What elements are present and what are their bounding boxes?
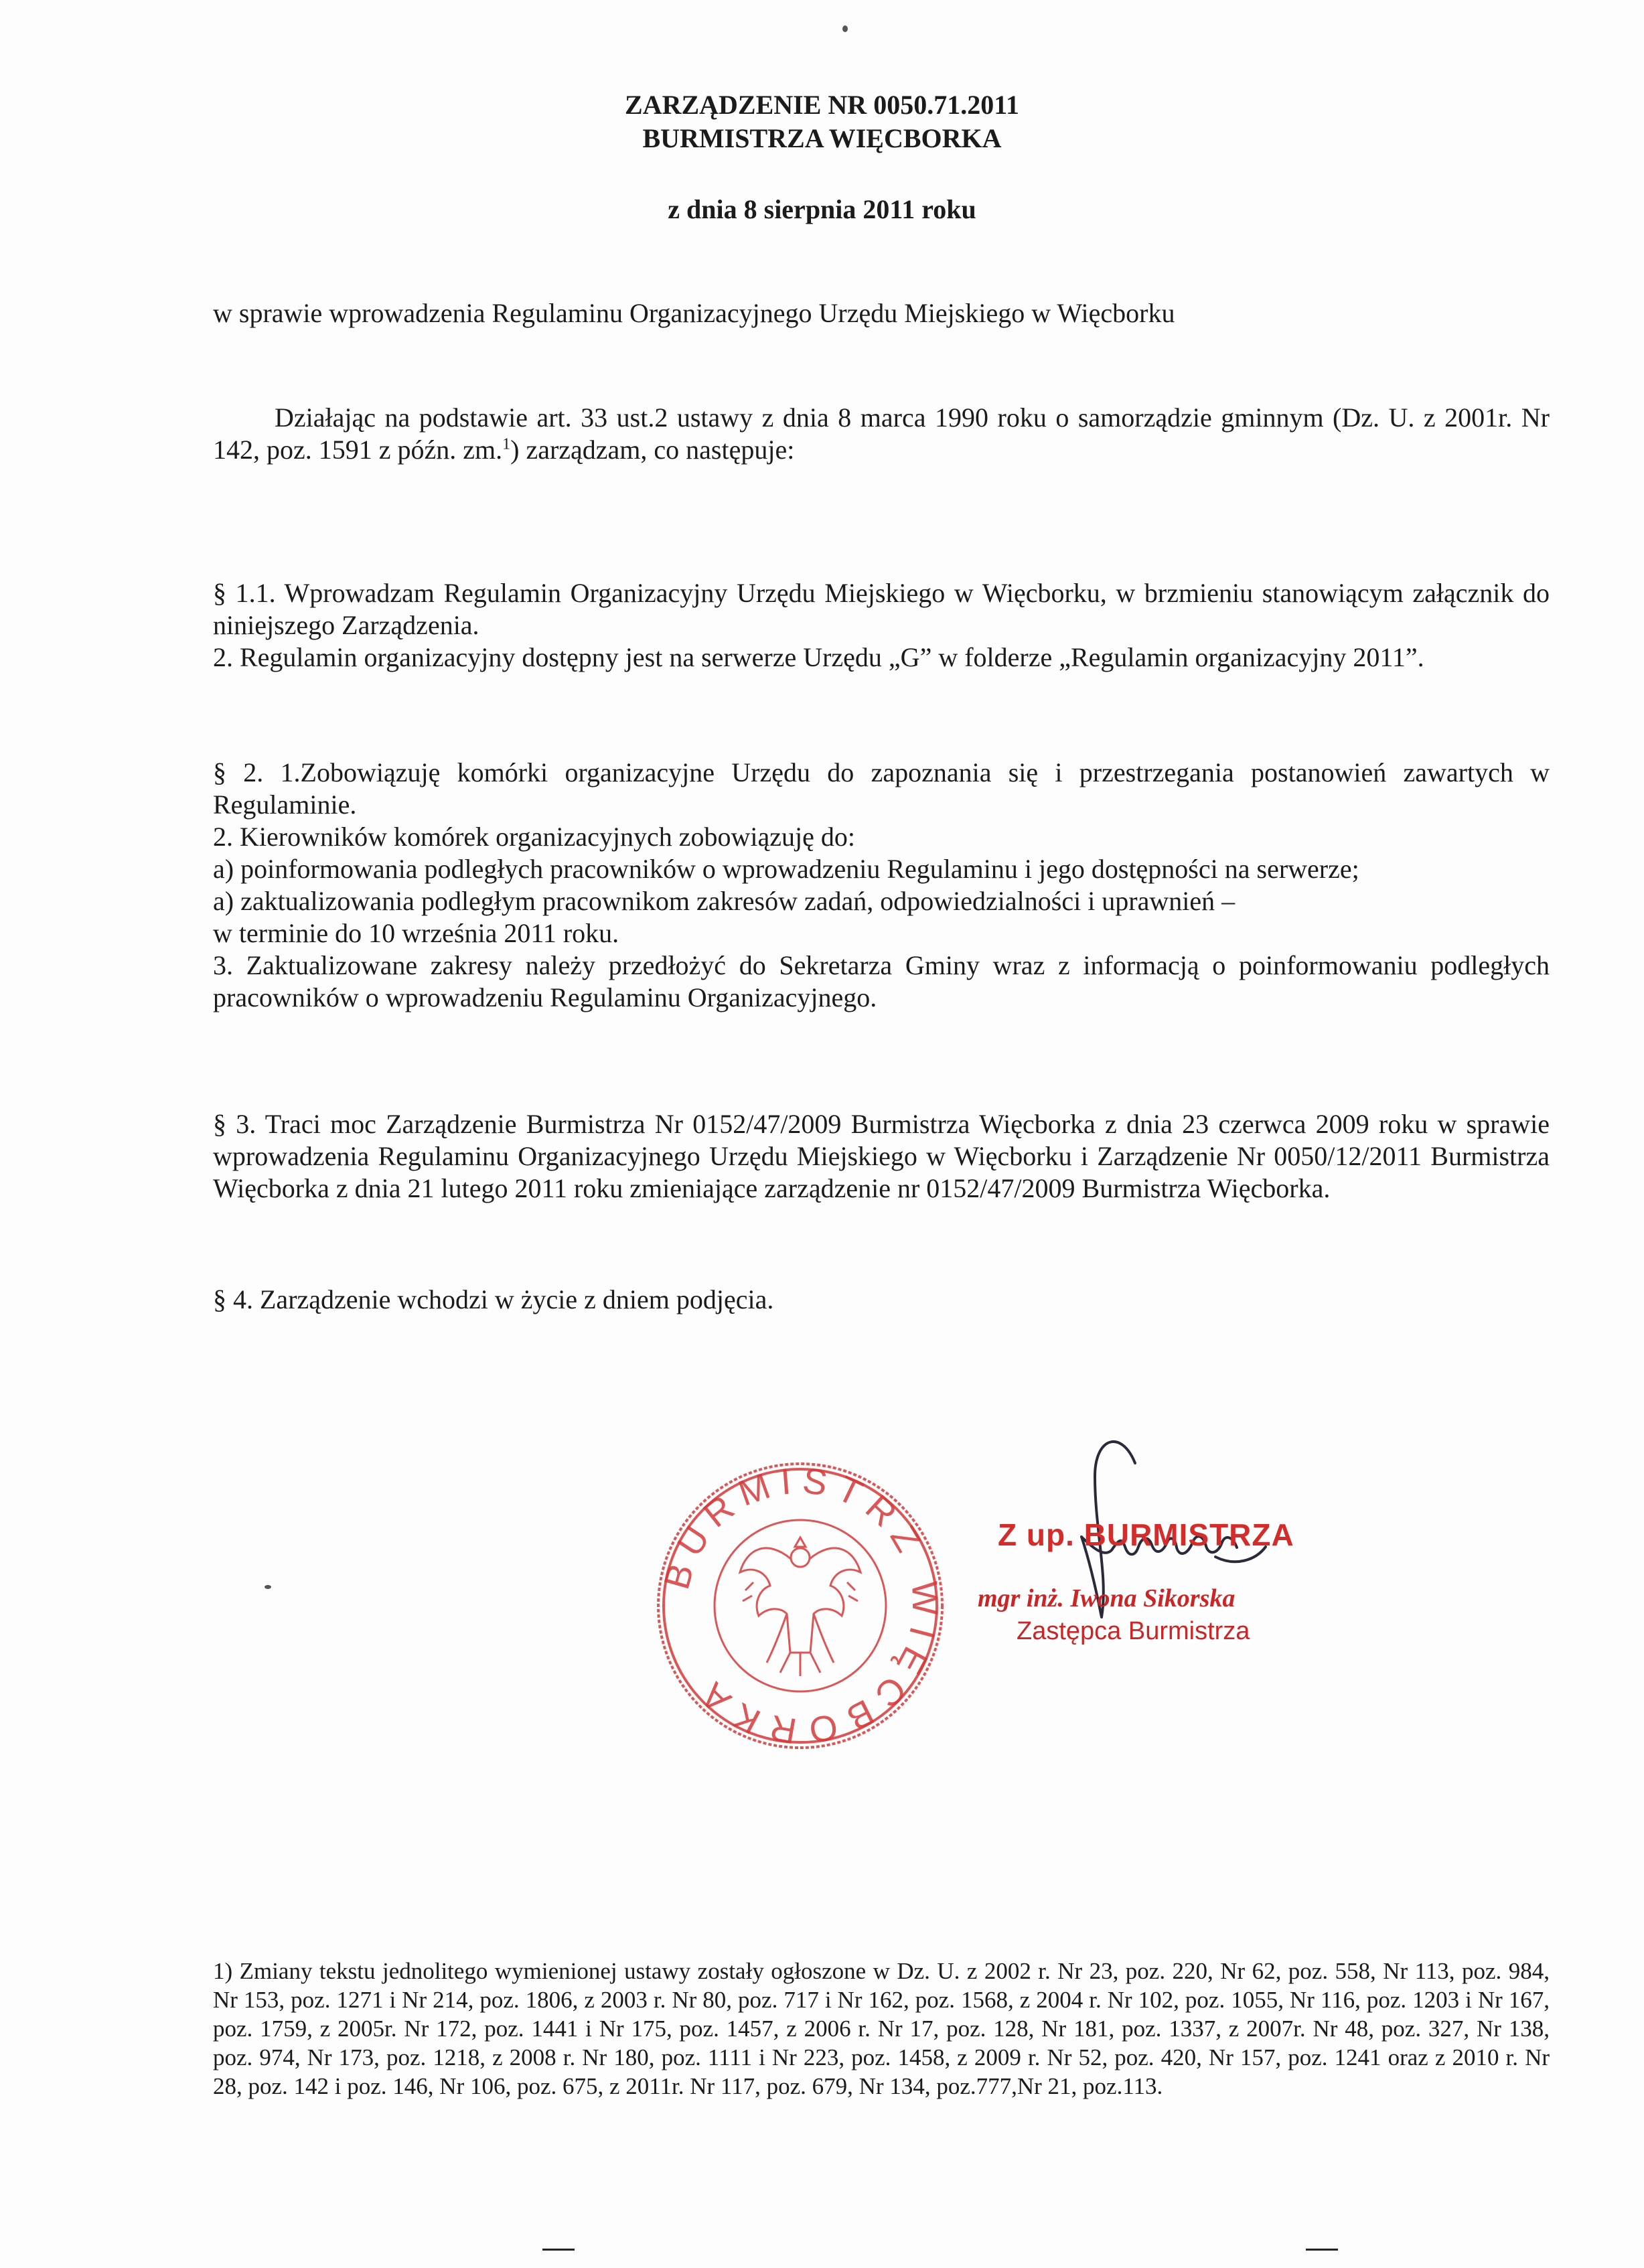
scan-mark — [1306, 2249, 1338, 2251]
section-2-point-2: 2. Kierowników komórek organizacyjnych zobowiązuję do: — [213, 822, 855, 852]
eagle-emblem-icon — [740, 1537, 861, 1676]
section-2-item-a2: a) zaktualizowania podległym pracownikom zakresów zadań, odpowiedzialności i uprawnień – — [213, 886, 1236, 916]
signatory-name: mgr inż. Iwona Sikorska — [978, 1584, 1236, 1612]
document-title: ZARZĄDZENIE NR 0050.71.2011 — [625, 90, 1019, 120]
scan-speck — [265, 1585, 271, 1589]
section-3: § 3. Traci moc Zarządzenie Burmistrza Nr 0152/47/2009 Burmistrza Więcborka z dnia 23 czerwca 2009 roku w sprawie wprowadzenia Regulaminu Organizacyjnego Urzędu Miejskiego w Więcborku i Zarządzenie Nr 0050/12/2011 Burmistrza Więcborka z dnia 21 lutego 2011 roku zmieniające zarządzenie nr 0152/47/2009 Burmistrza Więcborka. — [213, 1109, 1550, 1203]
section-2 — [213, 757, 1550, 1014]
section-1-point-1: § 1.1. Wprowadzam Regulamin Organizacyjny Urzędu Miejskiego w Więcborku, w brzmieniu stanowiącym załącznik do niniejszego Zarządzenia. — [213, 578, 1550, 640]
section-2-point-1: § 2. 1.Zobowiązuję komórki organizacyjne Urzędu do zapoznania się i przestrzegania postanowień zawartych w Regulaminie. — [213, 757, 1550, 820]
document-issuer: BURMISTRZA WIĘCBORKA — [642, 123, 1002, 153]
stamp-text: BURMISTRZ WIĘCBORKA — [656, 1460, 946, 1752]
preamble-text-end: ) zarządzam, co następuje: — [510, 435, 795, 465]
section-2-item-a1: a) poinformowania podległych pracowników o wprowadzeniu Regulaminu i jego dostępności na serwerze; — [213, 854, 1359, 884]
footnote-reference: 1 — [502, 435, 511, 453]
preamble-text: Działając na podstawie art. 33 ust.2 ustawy z dnia 8 marca 1990 roku o samorządzie gminnym (Dz. U. z 2001r. Nr 142, poz. 1591 z późn. zm. — [213, 402, 1550, 465]
scan-mark — [542, 2249, 575, 2251]
signatory-role: Zastępca Burmistrza — [1017, 1617, 1250, 1645]
document-subject: w sprawie wprowadzenia Regulaminu Organizacyjnego Urzędu Miejskiego w Więcborku — [213, 298, 1175, 328]
section-4: § 4. Zarządzenie wchodzi w życie z dniem podjęcia. — [213, 1284, 774, 1314]
section-1-point-2: 2. Regulamin organizacyjny dostępny jest na serwerze Urzędu „G” w folderze „Regulamin organizacyjny 2011”. — [213, 642, 1424, 672]
document-date: z dnia 8 sierpnia 2011 roku — [668, 194, 976, 224]
section-2-point-3: 3. Zaktualizowane zakresy należy przedłożyć do Sekretarza Gminy wraz z informacją o poinformowaniu podległych pracowników o wprowadzeniu Regulaminu Organizacyjnego. — [213, 950, 1550, 1012]
scan-speck — [842, 25, 848, 32]
section-1 — [213, 577, 1550, 674]
signature-title: Z up. BURMISTRZA — [998, 1517, 1294, 1552]
section-2-deadline: w terminie do 10 września 2011 roku. — [213, 918, 619, 948]
preamble — [213, 402, 1550, 466]
official-stamp — [653, 1458, 948, 1753]
footnote: 1) Zmiany tekstu jednolitego wymienionej ustawy zostały ogłoszone w Dz. U. z 2002 r. Nr 23, poz. 220, Nr 62, poz. 558, Nr 113, poz. 984, Nr 153, poz. 1271 i Nr 214, poz. 1806, z 2003 r. Nr 80, poz. 717 i Nr 162, poz. 1568, z 2004 r. Nr 102, poz. 1055, Nr 116, poz. 1203 i Nr 167, poz. 1759, z 2005r. Nr 172, poz. 1441 i Nr 175, poz. 1457, z 2006 r. Nr 17, poz. 128, Nr 181, poz. 1337, z 2007r. Nr 48, poz. 327, Nr 138, poz. 974, Nr 173, poz. 1218, z 2008 r. Nr 180, poz. 1111 i Nr 223, poz. 1458, z 2009 r. Nr 52, poz. 420, Nr 157, poz. 1241 oraz z 2010 r. Nr 28, poz. 142 i poz. 146, Nr 106, poz. 675, z 2011r. Nr 117, poz. 679, Nr 134, poz.777,Nr 21, poz.113. — [213, 1958, 1550, 2099]
